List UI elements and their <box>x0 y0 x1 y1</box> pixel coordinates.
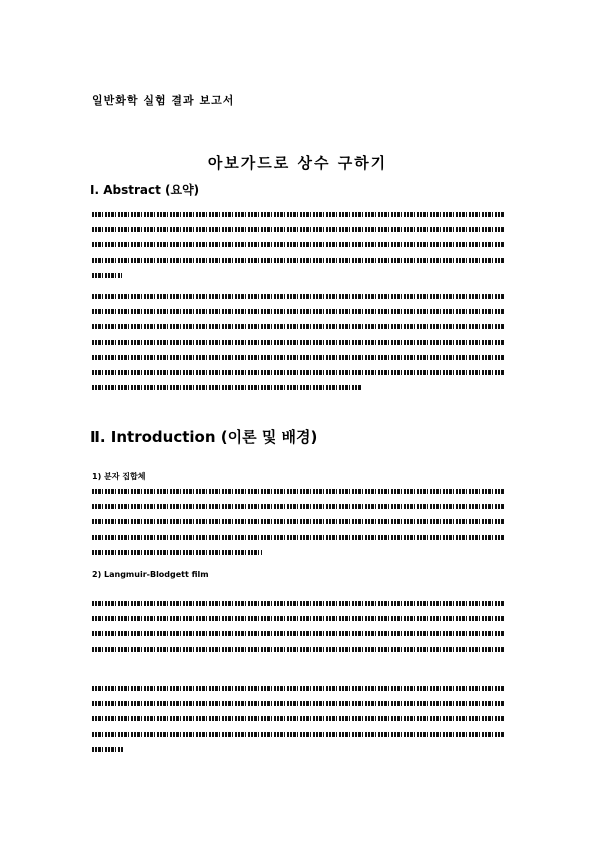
text-line <box>92 212 504 217</box>
abstract-paragraph-2 <box>92 294 504 400</box>
text-line <box>92 686 504 691</box>
text-line <box>92 355 504 360</box>
report-header: 일반화학 실험 결과 보고서 <box>92 94 235 107</box>
text-line <box>92 535 504 540</box>
text-line <box>92 747 504 752</box>
text-line <box>92 504 504 509</box>
subheading-1: 1) 분자 집합체 <box>92 472 146 481</box>
intro-paragraph-1 <box>92 489 504 565</box>
subheading-2: 2) Langmuir-Blodgett film <box>92 570 209 579</box>
text-line <box>92 701 504 706</box>
text-line <box>92 519 504 524</box>
text-line <box>92 601 504 606</box>
text-line <box>92 309 504 314</box>
text-line <box>92 716 504 721</box>
text-line <box>92 631 504 636</box>
text-line <box>92 489 504 494</box>
document-title: 아보가드로 상수 구하기 <box>207 154 388 172</box>
text-line <box>92 294 504 299</box>
abstract-paragraph-1 <box>92 212 504 288</box>
text-line <box>92 340 504 345</box>
text-line <box>92 273 504 278</box>
text-line <box>92 370 504 375</box>
text-line <box>92 647 504 652</box>
text-line <box>92 732 504 737</box>
text-line <box>92 324 504 329</box>
text-line <box>92 550 504 555</box>
text-line <box>92 385 504 390</box>
text-line <box>92 258 504 263</box>
text-line <box>92 242 504 247</box>
intro-paragraph-3 <box>92 686 504 762</box>
section-heading-abstract: Ⅰ. Abstract (요약) <box>90 183 200 197</box>
text-line <box>92 227 504 232</box>
section-heading-introduction: Ⅱ. Introduction (이론 및 배경) <box>90 428 318 446</box>
text-line <box>92 616 504 621</box>
intro-paragraph-2 <box>92 601 504 662</box>
